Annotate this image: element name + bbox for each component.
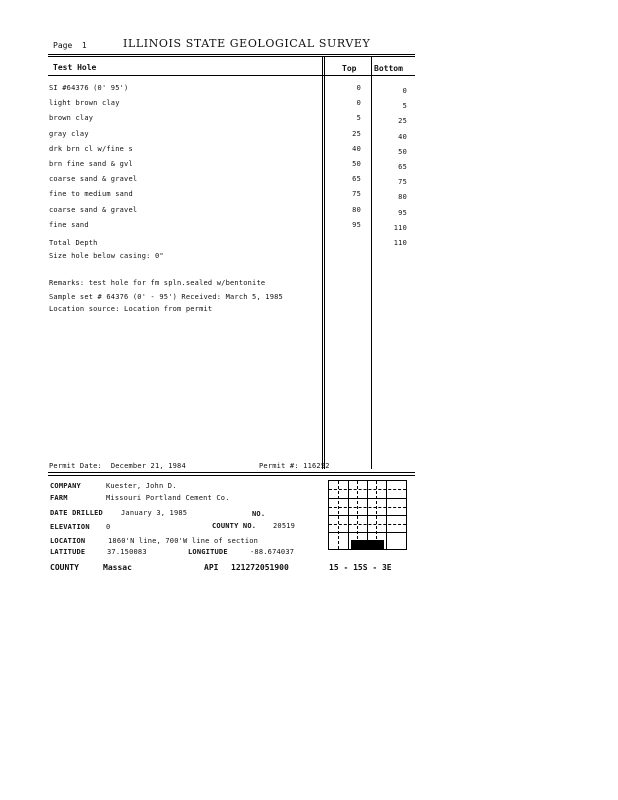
info-rule-2	[48, 475, 415, 476]
col-test-hole: Test Hole	[53, 63, 97, 72]
elevation-label: ELEVATION	[50, 523, 90, 531]
col-bottom: Bottom	[374, 64, 403, 73]
location-value: 1860'N line, 700'W line of section	[108, 537, 259, 545]
total-depth-label: Total Depth	[49, 239, 98, 247]
log-bottom: 25	[398, 117, 407, 126]
company-label: COMPANY	[50, 482, 81, 490]
farm-value: Missouri Portland Cement Co.	[106, 494, 230, 502]
well-location-marker	[351, 540, 384, 549]
county-value: Massac	[103, 563, 132, 572]
company-value: Kuester, John D.	[106, 482, 177, 490]
log-bottom: 50	[398, 147, 407, 156]
header-rule-top	[48, 54, 415, 55]
log-bottom: 40	[398, 132, 407, 141]
page-label: Page 1	[53, 41, 87, 50]
farm-label: FARM	[50, 494, 68, 502]
info-rule-1	[48, 472, 415, 473]
permit-number: Permit #: 116252	[259, 462, 330, 470]
log-row	[49, 190, 411, 202]
log-top: 80	[352, 205, 361, 214]
elevation-value: 0	[106, 523, 111, 531]
log-description: fine to medium sand	[49, 190, 133, 199]
log-top: 40	[352, 144, 361, 153]
grid-dash-h1	[329, 489, 406, 490]
grid-dash-v2	[357, 481, 358, 549]
log-row	[49, 160, 411, 172]
section-grid	[328, 480, 407, 550]
log-top: 25	[352, 129, 361, 138]
log-description: SI #64376 (0' 95')	[49, 84, 129, 92]
remarks-line-3: Location source: Location from permit	[49, 305, 213, 313]
latitude-label: LATITUDE	[50, 548, 86, 556]
log-description: coarse sand & gravel	[49, 205, 138, 214]
header-rule-bottom	[48, 75, 415, 76]
grid-dash-h3	[329, 524, 406, 525]
location-label: LOCATION	[50, 537, 86, 545]
no-label: NO.	[252, 510, 266, 518]
log-row	[49, 99, 411, 111]
log-row	[49, 175, 411, 187]
log-bottom: 65	[398, 163, 407, 171]
log-row	[49, 114, 411, 126]
api-label: API	[204, 563, 219, 572]
permit-date: Permit Date: December 21, 1984	[49, 462, 186, 470]
date-drilled-label: DATE DRILLED	[50, 509, 103, 517]
county-label: COUNTY	[50, 563, 79, 572]
grid-line-h1	[329, 498, 406, 499]
total-depth-value: 110	[393, 239, 407, 247]
log-bottom: 5	[402, 102, 407, 111]
log-row	[49, 130, 411, 142]
log-bottom: 0	[402, 87, 407, 95]
api-value: 121272051900	[231, 563, 289, 572]
log-description: drk brn cl w/fine s	[49, 144, 133, 153]
log-bottom: 95	[398, 208, 407, 217]
county-no-label: COUNTY NO.	[212, 522, 257, 530]
log-description: gray clay	[49, 129, 89, 138]
latitude-value: 37.150083	[107, 548, 147, 556]
longitude-value: -88.674037	[250, 548, 295, 556]
grid-dash-h2	[329, 507, 406, 508]
grid-dash-v3	[376, 481, 377, 549]
log-bottom: 80	[398, 193, 407, 202]
grid-line-h2	[329, 515, 406, 516]
date-drilled-value: January 3, 1985	[121, 509, 188, 517]
log-top: 5	[356, 114, 361, 123]
header-rule-top-2	[48, 56, 415, 57]
log-row	[49, 145, 411, 157]
remarks-line-2: Sample set # 64376 (0' - 95') Received: March 5, 1985	[49, 293, 283, 301]
grid-dash-v1	[338, 481, 339, 549]
log-top: 65	[352, 175, 361, 184]
remarks-line-1: Remarks: test hole for fm spln.sealed w/bentonite	[49, 279, 266, 287]
grid-line-h3	[329, 532, 406, 533]
log-top: 50	[352, 160, 361, 168]
log-top: 95	[352, 220, 361, 229]
log-top: 0	[356, 84, 361, 92]
casing-note: Size hole below casing: 0"	[49, 252, 164, 260]
log-description: fine sand	[49, 220, 89, 229]
log-description: brown clay	[49, 114, 94, 123]
col-top: Top	[342, 64, 357, 73]
log-top: 0	[356, 99, 361, 108]
log-bottom: 75	[398, 178, 407, 187]
log-row	[49, 221, 411, 233]
township-range-section: 15 - 15S - 3E	[329, 563, 392, 572]
log-description: brn fine sand & gvl	[49, 160, 133, 168]
log-row	[49, 84, 411, 96]
longitude-label: LONGITUDE	[188, 548, 228, 556]
survey-title: ILLINOIS STATE GEOLOGICAL SURVEY	[123, 37, 371, 50]
log-description: light brown clay	[49, 99, 120, 108]
log-row	[49, 206, 411, 218]
log-top: 75	[352, 190, 361, 199]
county-no-value: 20519	[273, 522, 296, 530]
log-bottom: 110	[393, 223, 407, 232]
log-description: coarse sand & gravel	[49, 175, 138, 184]
